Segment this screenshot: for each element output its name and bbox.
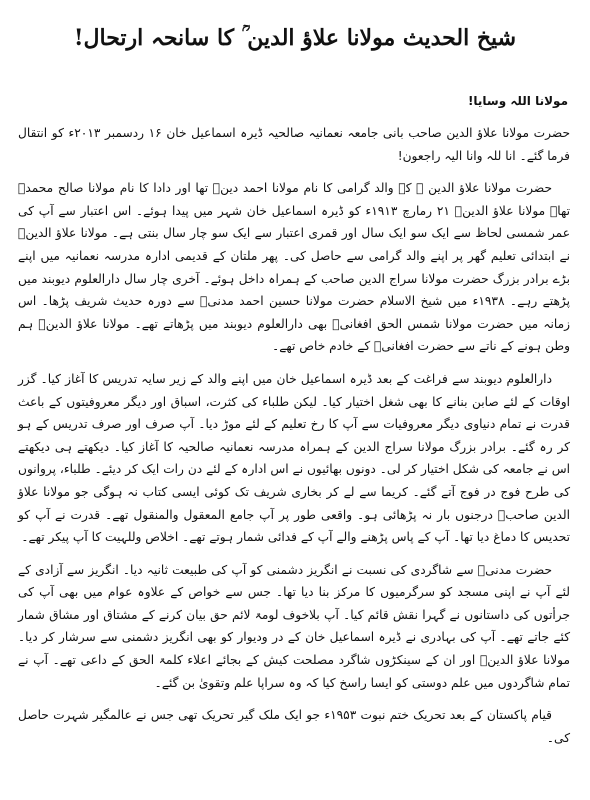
page-title: شیخ الحدیث مولانا علاؤ الدین ؒ کا سانحہ ارتحال! bbox=[73, 25, 517, 51]
paragraph: دارالعلوم دیوبند سے فراغت کے بعد ڈیرہ اسماعیل خان میں اپنے والد کے زیر سایہ تدریس کا آغاز کیا۔ گزر اوقات کے لئے صابن بنانے کا بھی شغل اختیار کیا۔ لیکن طلباء کی کثرت، اسباق اور دیگر معروفیتوں کے باعث قدرت نے تمام دنیاوی دیگر معروفیات سے آپ کا رخ تعلیم کے لئے موڑ دیا۔ آپ صرف اور صرف تدریس کے ہو کر رہ گئے۔ برادر بزرگ مولانا سراج الدین کے ہمراہ مدرسہ نعمانیہ صالحیہ کا آغاز کیا۔ دیکھتے ہی دیکھتے اس نے جامعہ کی شکل اختیار کر لی۔ دونوں بھائیوں نے اس ادارہ کے لئے دن رات ایک کر دیئے۔ طلباء، پروانوں کی طرح فوج در فوج آتے گئے۔ کریما سے لے کر بخاری شریف تک کوئی ایسی کتاب نہ ہوگی جو مولانا علاؤ الدین صاحبؒ درجنوں بار نہ پڑھائی ہو۔ واقعی طور پر آپ جامع المعقول والمنقول تھے۔ قدرت نے آپ کو تحدیس کا دماغ دیا تھا۔ آپ کے پاس پڑھنے والے آپ کے فدائی شمار ہوتے تھے۔ اخلاص وللہیت کا آپ پیکر تھے۔ bbox=[18, 371, 570, 545]
author-name: مولانا اللہ وسایا! bbox=[467, 94, 568, 108]
paragraph: حضرت مولانا علاؤ الدین صاحب بانی جامعہ نعمانیہ صالحیہ ڈیرہ اسماعیل خان ۱۶ ردسمبر ۲۰۱۳ء کو انتقال فرما گئے۔ انا للہ وانا الیہ راجعون! bbox=[18, 126, 570, 163]
paragraph: حضرت مولانا علاؤ الدین ؒ کے والد گرامی کا نام مولانا احمد دینؒ تھا اور دادا کا نام مولانا صالح محمدؒ تھا۔ مولانا علاؤ الدینؒ ۲۱ رمارچ ۱۹۱۳ء کو ڈیرہ اسماعیل خان شہر میں پیدا ہوئے۔ اس اعتبار سے آپ کی عمر شمسی لحاظ سے ایک سو ایک سال اور قمری اعتبار سے ایک سو چار سال بنتی ہے۔ مولانا علاؤ الدینؒ نے ابتدائی تعلیم گھر پر اپنے والد گرامی سے حاصل کی۔ پھر ملتان کے قدیمی ادارہ مدرسہ نعمانیہ میں اپنے بڑے برادر بزرگ حضرت مولانا سراج الدین صاحب کے ہمراہ داخل ہوئے۔ آخری چار سال دارالعلوم دیوبند میں پڑھتے رہے۔ ۱۹۳۸ء میں شیخ الاسلام حضرت مولانا حسین احمد مدنیؒ سے دورہ حدیث شریف پڑھا۔ اس زمانہ میں حضرت مولانا شمس الحق افغانیؒ بھی دارالعلوم دیوبند میں پڑھاتے تھے۔ مولانا علاؤ الدینؒ ہم وطن ہونے کے ناتے سے حضرت افغانیؒ کے خادم خاص تھے۔ bbox=[18, 181, 571, 354]
paragraph: قیام پاکستان کے بعد تحریک ختم نبوت ۱۹۵۳ء جو ایک ملک گیر تحریک تھی جس نے عالمگیر شہرت حاصل کی۔ bbox=[18, 708, 570, 745]
article-body bbox=[18, 122, 570, 759]
paragraph: حضرت مدنیؒ سے شاگردی کی نسبت نے انگریز دشمنی کو آپ کی طبیعت ثانیہ دیا۔ انگریز سے آزادی کے لئے آپ نے اپنی مسجد کو سرگرمیوں کا مرکز بنا دیا تھا۔ جس سے خواص کے علاوہ عوام میں بھی آپ کی جرأتوں کی داستانوں نے گہرا نقش قائم کیا۔ آپ بلاخوف لومۃ لائم حق بیان کرنے کے مشتاق اور مشاق شمار کئے جاتے تھے۔ آپ کی بہادری نے ڈیرہ اسماعیل خان کے در ودیوار کو بھی انگریز دشمنی سے سرشار کر دیا۔ مولانا علاؤ الدینؒ اور ان کے سینکڑوں شاگرد مصلحت کیش کے بجائے اعلاء کلمۃ الحق کے داعی تھے۔ آپ نے تمام شاگردوں میں علم دوستی کو ایسا راسخ کیا کہ وہ سراپا علم وتقویٰ بن گئے۔ bbox=[18, 562, 570, 690]
